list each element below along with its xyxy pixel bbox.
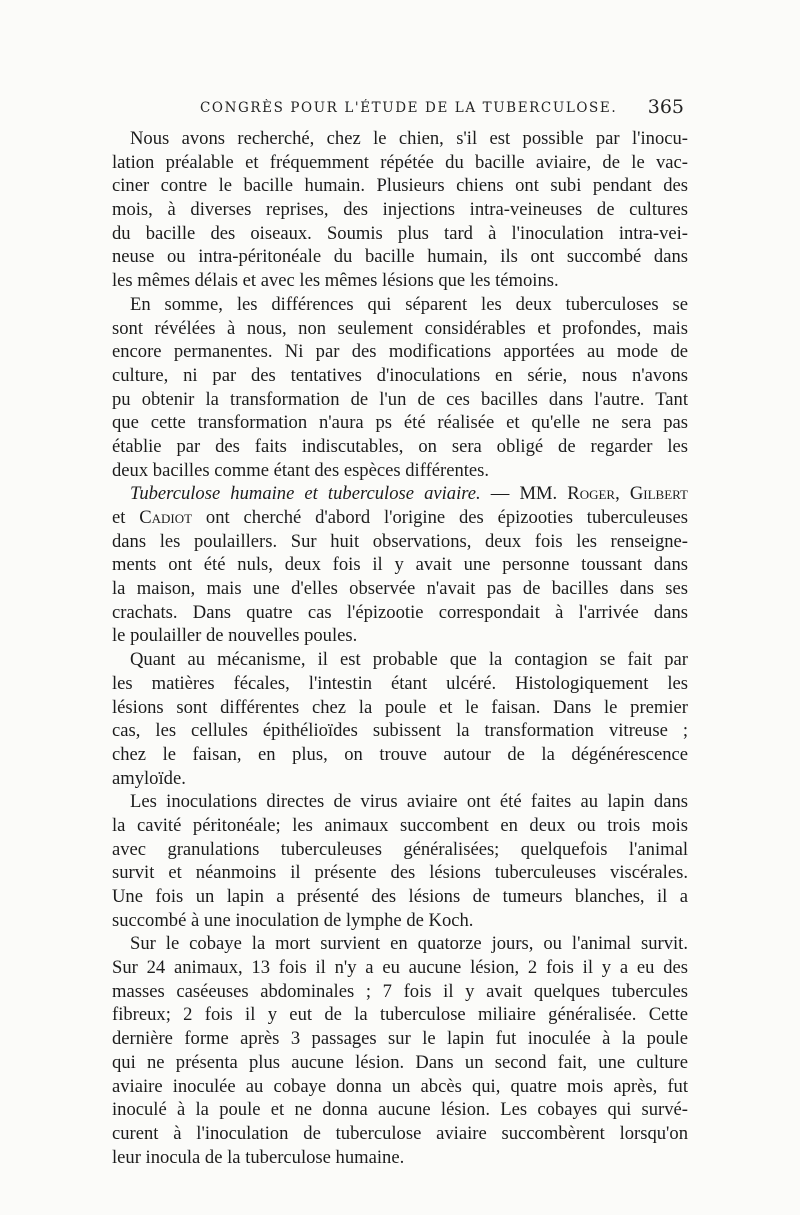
text-line: mois, à diverses reprises, des injections intra-veineuses de cultures xyxy=(112,199,688,221)
text-line: Nous avons recherché, chez le chien, s'il est possible par l'inocu- xyxy=(130,128,688,149)
text-line: encore permanentes. Ni par des modifications apportées au mode de xyxy=(112,341,688,363)
text-line: deux bacilles comme étant des espèces différentes. xyxy=(112,459,490,481)
text-line: leur inocula de la tuberculose humaine. xyxy=(112,1146,405,1168)
text-line: le poulailler de nouvelles poules. xyxy=(112,625,358,647)
text-line: que cette transformation n'aura ps été réalisée et qu'elle ne sera pas xyxy=(112,412,688,434)
text-line: la maison, mais une d'elles observée n'avait pas de bacilles dans ses xyxy=(112,578,688,600)
section-heading-line xyxy=(112,482,688,506)
text-line: avec granulations tuberculeuses généralisées; quelquefois l'animal xyxy=(112,838,688,860)
text-line: crachats. Dans quatre cas l'épizootie correspondait à l'arrivée dans xyxy=(112,601,688,623)
section-heading: Tuberculose humaine et tuberculose aviaire. xyxy=(130,483,481,505)
author-roger: Roger xyxy=(567,483,616,505)
text-line: du bacille des oiseaux. Soumis plus tard à l'inoculation intra-vei- xyxy=(112,222,688,244)
author-conjunction: et xyxy=(112,507,140,528)
text-line: aviaire inoculée au cobaye donna un abcès qui, quatre mois après, fut xyxy=(112,1075,688,1097)
text-line: dans les poulaillers. Sur huit observations, deux fois les renseigne- xyxy=(112,530,688,552)
body-text xyxy=(112,127,688,1169)
text-line: curent à l'inoculation de tuberculose aviaire succombèrent lorsqu'on xyxy=(112,1122,688,1144)
page-number: 365 xyxy=(647,96,684,118)
author-gilbert: Gilbert xyxy=(629,483,688,505)
text-line: les matières fécales, l'intestin étant ulcéré. Histologiquement les xyxy=(112,672,688,694)
running-title: CONGRÈS POUR L'ÉTUDE DE LA TUBERCULOSE. xyxy=(200,100,618,116)
text-line: masses caséeuses abdominales ; 7 fois il y avait quelques tubercules xyxy=(112,980,688,1002)
text-line: Les inoculations directes de virus aviaire ont été faites au lapin dans xyxy=(130,791,688,813)
text-line: les mêmes délais et avec les mêmes lésions que les témoins. xyxy=(112,270,559,292)
text-line: sont révélées à nous, non seulement considérables et profondes, mais xyxy=(112,317,688,339)
text-line: culture, ni par des tentatives d'inoculations en série, nous n'avons xyxy=(112,364,688,386)
text-line: succombé à une inoculation de lymphe de Koch. xyxy=(112,909,474,931)
text-line: En somme, les différences qui séparent les deux tuberculoses se xyxy=(130,293,688,315)
text-line: ciner contre le bacille humain. Plusieurs chiens ont subi pendant des xyxy=(112,175,688,197)
text-line: établie par des faits indiscutables, on sera obligé de regarder les xyxy=(112,435,688,457)
text-line: Une fois un lapin a présenté des lésions de tumeurs blanches, il a xyxy=(112,886,688,907)
text-line: Sur 24 animaux, 13 fois il n'y a eu aucune lésion, 2 fois il y a eu des xyxy=(112,957,688,979)
text-line: Quant au mécanisme, il est probable que la contagion se fait par xyxy=(130,649,688,671)
text-line: inoculé à la poule et ne donna aucune lésion. Les cobayes qui survé- xyxy=(112,1099,688,1121)
text-line: neuse ou intra-péritonéale du bacille humain, ils ont succombé dans xyxy=(112,246,688,268)
text-line: lation préalable et fréquemment répétée du bacille aviaire, de le vac- xyxy=(112,151,688,173)
text-line: lésions sont différentes chez la poule et le faisan. Dans le premier xyxy=(112,696,688,718)
text-fragment: ont cherché d'abord l'origine des épizooties tuberculeuses xyxy=(192,507,688,528)
page-header xyxy=(112,96,688,122)
author-separator: , xyxy=(615,483,630,505)
text-line: Sur le cobaye la mort survient en quatorze jours, ou l'animal survit. xyxy=(130,933,688,955)
text-line: cas, les cellules épithélioïdes subissent la transformation vitreuse ; xyxy=(112,720,688,742)
text-line: dernière forme après 3 passages sur le lapin fut inoculée à la poule xyxy=(112,1028,688,1050)
text-line: qui ne présenta plus aucune lésion. Dans un second fait, une culture xyxy=(112,1051,688,1073)
text-line: ments ont été nuls, deux fois il y avait une personne toussant dans xyxy=(112,554,688,576)
text-line: chez le faisan, en plus, on trouve autour de la dégénérescence xyxy=(112,743,688,765)
text-line: pu obtenir la transformation de l'un de ces bacilles dans l'autre. Tant xyxy=(112,388,688,410)
text-line: amyloïde. xyxy=(112,767,186,789)
author-cadiot: Cadiot xyxy=(139,507,193,528)
text-line: fibreux; 2 fois il y eut de la tuberculose miliaire généralisée. Cette xyxy=(112,1004,688,1026)
heading-dash: — MM. xyxy=(480,483,568,505)
text-line xyxy=(112,506,688,530)
text-line: la cavité péritonéale; les animaux succombent en deux ou trois mois xyxy=(112,814,688,836)
text-line: survit et néanmoins il présente des lésions tuberculeuses viscérales. xyxy=(112,862,688,884)
